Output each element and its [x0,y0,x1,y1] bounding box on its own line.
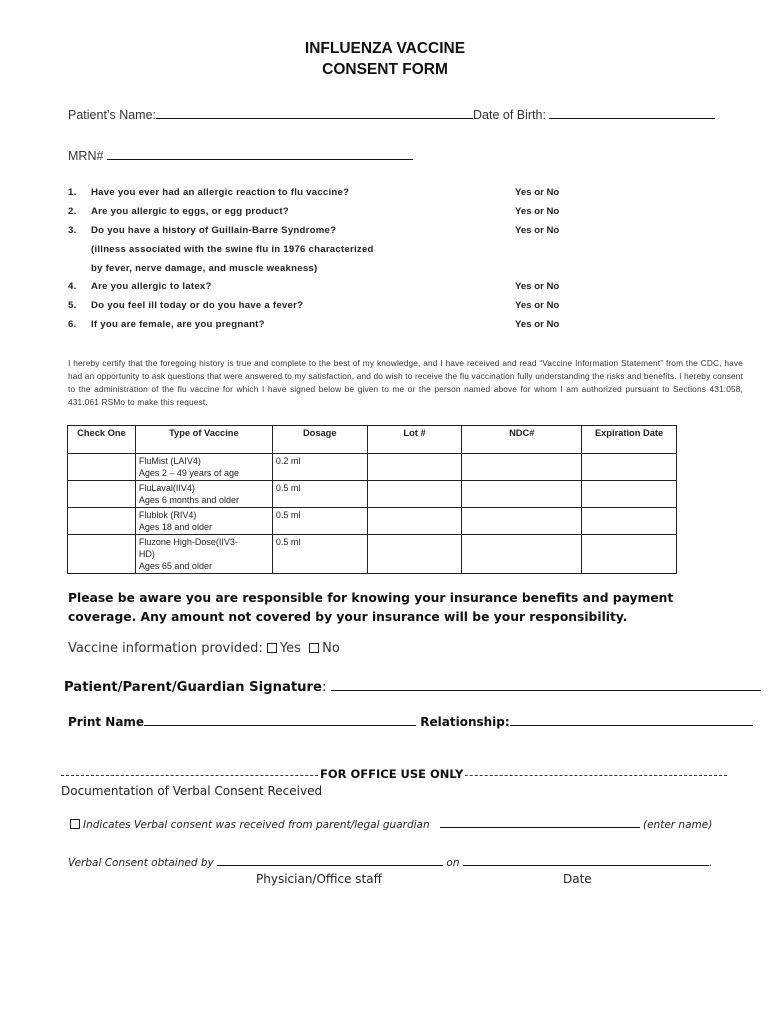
date-caption: Date [563,872,592,886]
on-label: on [446,857,460,869]
answer-6-yes-or-no[interactable]: Yes or No [515,319,560,330]
answer-1-yes-or-no[interactable]: Yes or No [515,187,560,198]
lot-cell[interactable] [367,481,462,508]
col-dosage: Dosage [272,426,367,454]
col-expiration-date: Expiration Date [582,426,677,454]
vis-no-label: No [322,641,340,656]
expiration-cell[interactable] [582,481,677,508]
office-use-label: FOR OFFICE USE ONLY [320,767,464,781]
dosage-cell: 0.5 ml [272,481,367,508]
answer-2-yes-or-no[interactable]: Yes or No [515,206,560,217]
vis-yes-label: Yes [279,641,301,656]
insurance-notice: Please be aware you are responsible for knowing your insurance benefits and payment coverage. Any amount not covered by your insurance will be your responsibility. [68,591,674,624]
dob-label: Date of Birth: [473,108,546,122]
answer-4-yes-or-no[interactable]: Yes or No [515,281,560,292]
verbal-consent-text: Indicates Verbal consent was received from parent/legal guardian [83,819,430,831]
question-6: 6. If you are female, are you pregnant? [68,319,265,330]
vis-provided-label: Vaccine information provided: [68,641,263,656]
question-3-detail-1: (illness associated with the swine flu in 1976 characterized [91,244,374,255]
table-row [68,454,677,481]
dosage-cell: 0.5 ml [272,508,367,535]
table-row [68,508,677,535]
col-ndc: NDC# [462,426,582,454]
staff-caption: Physician/Office staff [256,872,382,886]
check-cell[interactable] [68,454,136,481]
patient-name-label: Patient’s Name: [68,108,157,122]
health-questions [68,0,588,340]
vaccine-type-cell: FluMist (LAIV4) Ages 2 – 49 years of age [135,454,272,481]
table-row [68,481,677,508]
dosage-cell: 0.2 ml [272,454,367,481]
dosage-cell: 0.5 ml [272,535,367,574]
expiration-cell[interactable] [582,535,677,574]
certification-statement: I hereby certify that the foregoing history is true and complete to the best of my knowledge, and I have received and read “Vaccine Information Statement” from the CDC, have had an opportunity to ask questions that were answered to my satisfaction, and do wish to receive the flu vaccination fully understanding the risks and benefits. I hereby consent to the administration of the flu vaccine for which I have signed below be given to me or the person named above for whom I am authorized pursuant to Sections 431.058, 431.061 RSMo to make this request. [68,358,743,407]
obtained-by-row: Verbal Consent obtained by on . [68,857,713,869]
vaccine-table-header [68,426,677,454]
print-name-field[interactable] [144,714,416,726]
col-check-one: Check One [68,426,136,454]
check-cell[interactable] [68,535,136,574]
question-4: 4. Are you allergic to latex? [68,281,212,292]
vis-yes-checkbox[interactable] [267,643,277,653]
signature-field[interactable] [331,677,761,691]
table-row [68,535,677,574]
relationship-label: Relationship: [420,715,510,729]
lot-cell[interactable] [367,454,462,481]
answer-5-yes-or-no[interactable]: Yes or No [515,300,560,311]
question-5: 5. Do you feel ill today or do you have a fever? [68,300,304,311]
signature-row: Patient/Parent/Guardian Signature: [64,677,761,695]
question-2: 2. Are you allergic to eggs, or egg product? [68,206,289,217]
expiration-cell[interactable] [582,454,677,481]
consent-date-field[interactable] [463,855,709,866]
vaccine-type-cell: Fluzone High-Dose(IIV3-HD) Ages 65 and older [135,535,272,574]
question-3: 3. Do you have a history of Guillain-Barre Syndrome? [68,225,337,236]
form-title-line2: CONSENT FORM [322,61,448,78]
col-lot: Lot # [367,426,462,454]
ndc-cell[interactable] [462,508,582,535]
verbal-consent-title: Documentation of Verbal Consent Received [61,784,323,798]
verbal-consent-checkbox[interactable] [70,819,80,829]
lot-cell[interactable] [367,508,462,535]
answer-3-yes-or-no[interactable]: Yes or No [515,225,560,236]
verbal-consent-row [70,817,712,831]
vis-provided-row [68,641,340,656]
lot-cell[interactable] [367,535,462,574]
signature-label: Patient/Parent/Guardian Signature [64,680,322,695]
vis-no-checkbox[interactable] [309,643,319,653]
relationship-field[interactable] [510,714,753,726]
staff-name-field[interactable] [217,855,443,866]
ndc-cell[interactable] [462,481,582,508]
vaccine-type-cell: Flublok (RIV4) Ages 18 and older [135,508,272,535]
vaccine-table [67,425,677,574]
vaccine-type-cell: FluLaval(IIV4) Ages 6 months and older [135,481,272,508]
obtained-by-label: Verbal Consent obtained by [68,857,214,869]
print-name-row [68,714,753,729]
col-type-of-vaccine: Type of Vaccine [135,426,272,454]
question-3-detail-2: by fever, nerve damage, and muscle weakness) [91,263,318,274]
ndc-cell[interactable] [462,454,582,481]
ndc-cell[interactable] [462,535,582,574]
question-1: 1. Have you ever had an allergic reaction to flu vaccine? [68,187,350,198]
enter-name-hint: (enter name) [642,819,713,831]
check-cell[interactable] [68,508,136,535]
print-name-label: Print Name [68,715,145,729]
mrn-label: MRN# [68,149,104,163]
form-title-line1: INFLUENZA VACCINE [304,40,466,57]
guardian-name-field[interactable] [440,817,640,828]
check-cell[interactable] [68,481,136,508]
expiration-cell[interactable] [582,508,677,535]
